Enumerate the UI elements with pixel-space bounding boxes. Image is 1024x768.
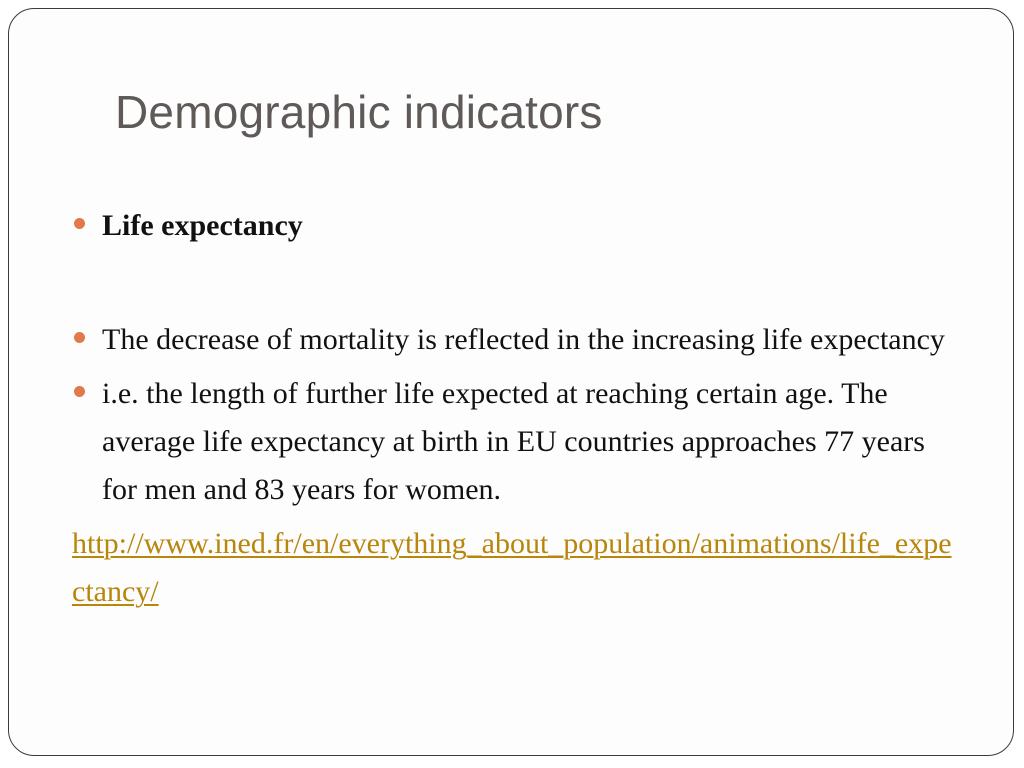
bullet-item bbox=[72, 202, 952, 250]
bullet-item bbox=[72, 370, 952, 514]
bullet-text: The decrease of mortality is reflected in the increasing life expectancy bbox=[102, 323, 945, 356]
bullet-text: Life expectancy bbox=[102, 209, 303, 242]
slide-content bbox=[72, 202, 952, 616]
slide-title: Demographic indicators bbox=[115, 86, 603, 138]
bullet-dot-icon bbox=[74, 386, 85, 397]
bullet-item bbox=[72, 316, 952, 364]
bullet-text: i.e. the length of further life expected at reaching certain age. The average life expectancy at birth in EU countries approaches 77 years for men and 83 years for women. bbox=[102, 377, 925, 506]
bullet-dot-icon bbox=[74, 218, 85, 229]
slide bbox=[8, 8, 1014, 756]
bullet-dot-icon bbox=[74, 332, 85, 343]
source-link[interactable]: http://www.ined.fr/en/everything_about_population/animations/life_expectancy/ bbox=[72, 527, 952, 608]
